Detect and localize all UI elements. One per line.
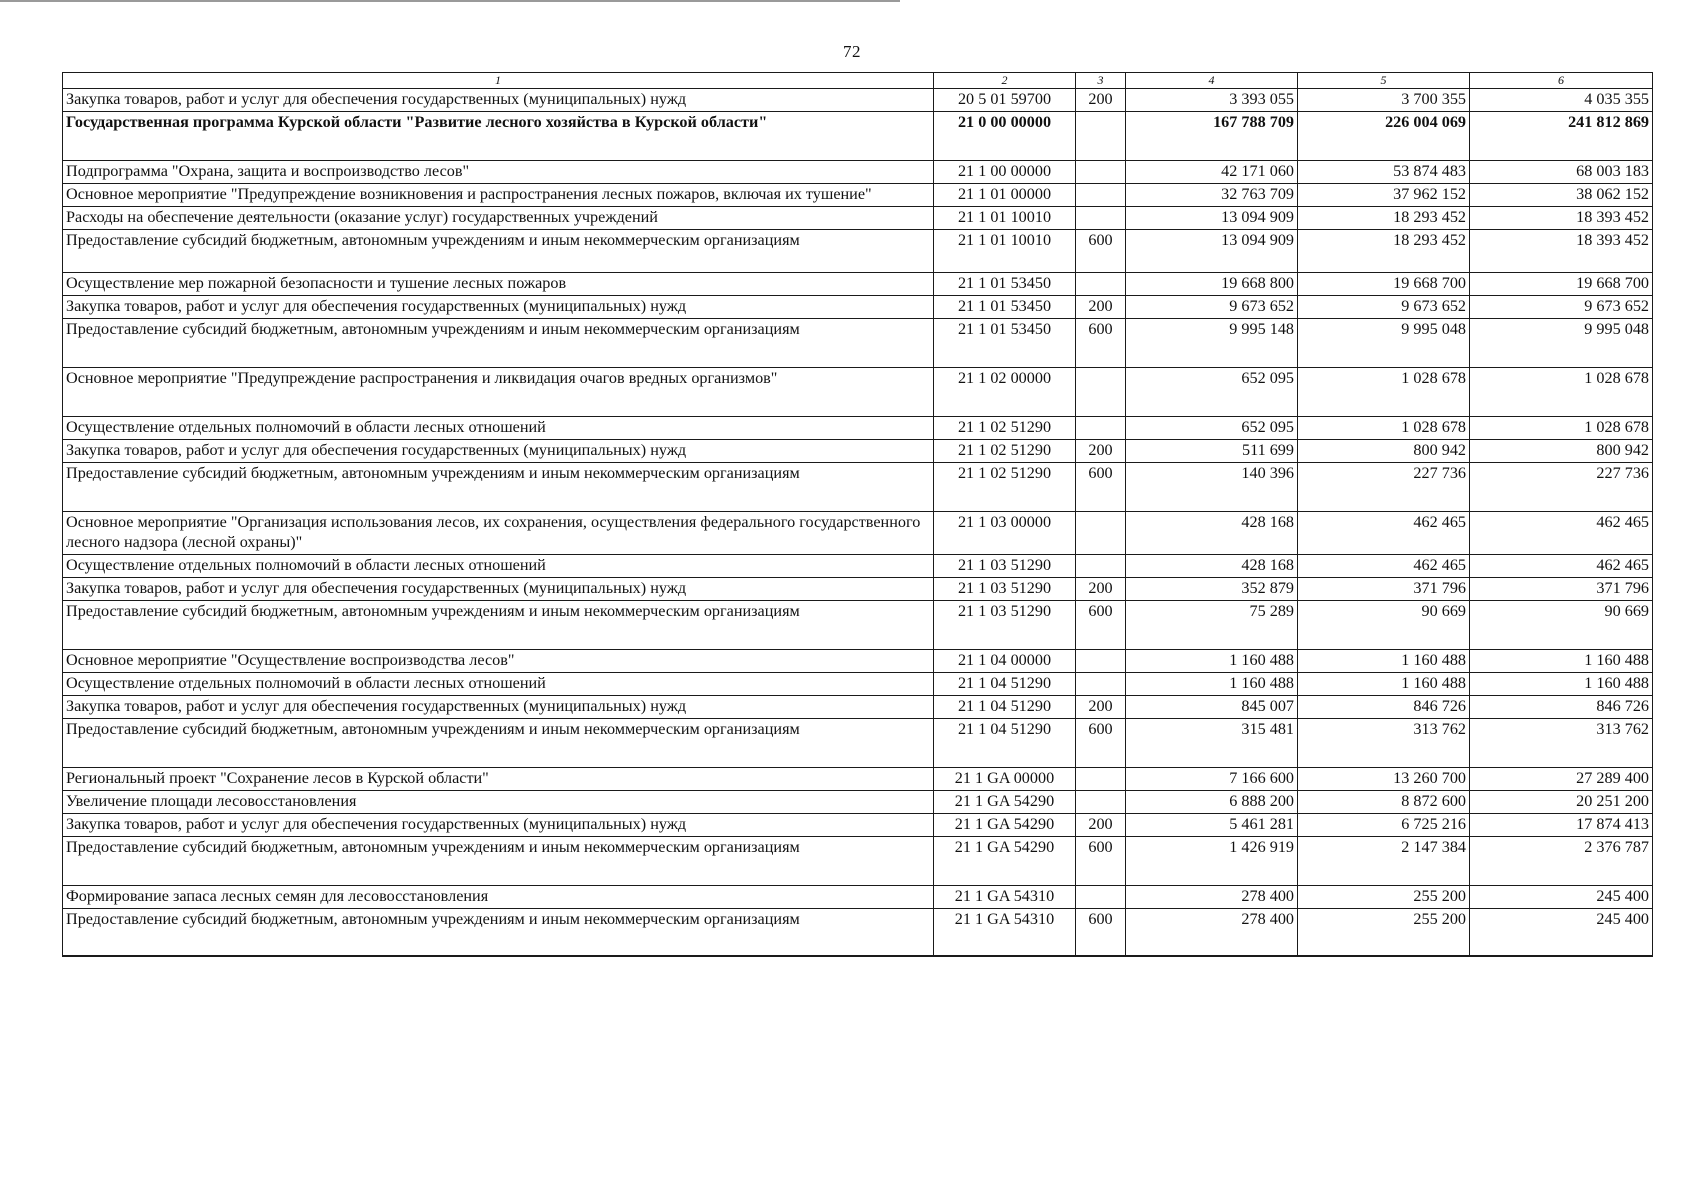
row-value-4: 428 168 bbox=[1126, 554, 1298, 577]
row-expense-type bbox=[1076, 184, 1126, 207]
row-code: 21 1 GA 00000 bbox=[934, 767, 1076, 790]
row-code: 21 1 02 51290 bbox=[934, 463, 1076, 512]
row-expense-type bbox=[1076, 112, 1126, 161]
row-code: 21 1 04 00000 bbox=[934, 649, 1076, 672]
row-name: Закупка товаров, работ и услуг для обеспечения государственных (муниципальных) нужд bbox=[63, 695, 934, 718]
row-value-4: 278 400 bbox=[1126, 908, 1298, 956]
row-name: Осуществление мер пожарной безопасности и тушение лесных пожаров bbox=[63, 273, 934, 296]
row-value-4: 1 160 488 bbox=[1126, 672, 1298, 695]
row-expense-type bbox=[1076, 417, 1126, 440]
row-code: 21 1 02 51290 bbox=[934, 440, 1076, 463]
row-value-6: 9 995 048 bbox=[1470, 319, 1653, 368]
row-value-5: 1 160 488 bbox=[1298, 672, 1470, 695]
row-expense-type: 200 bbox=[1076, 695, 1126, 718]
row-name: Расходы на обеспечение деятельности (оказание услуг) государственных учреждений bbox=[63, 207, 934, 230]
row-name: Основное мероприятие "Предупреждение возникновения и распространения лесных пожаров, включая их тушение" bbox=[63, 184, 934, 207]
row-name: Закупка товаров, работ и услуг для обеспечения государственных (муниципальных) нужд bbox=[63, 296, 934, 319]
row-value-4: 511 699 bbox=[1126, 440, 1298, 463]
row-value-6: 68 003 183 bbox=[1470, 161, 1653, 184]
row-value-6: 227 736 bbox=[1470, 463, 1653, 512]
row-value-6: 2 376 787 bbox=[1470, 836, 1653, 885]
row-value-5: 6 725 216 bbox=[1298, 813, 1470, 836]
row-value-4: 6 888 200 bbox=[1126, 790, 1298, 813]
row-code: 21 0 00 00000 bbox=[934, 112, 1076, 161]
row-value-4: 42 171 060 bbox=[1126, 161, 1298, 184]
row-value-6: 1 028 678 bbox=[1470, 368, 1653, 417]
row-code: 21 1 01 53450 bbox=[934, 296, 1076, 319]
row-expense-type bbox=[1076, 672, 1126, 695]
row-code: 21 1 03 51290 bbox=[934, 554, 1076, 577]
row-value-4: 140 396 bbox=[1126, 463, 1298, 512]
row-value-4: 7 166 600 bbox=[1126, 767, 1298, 790]
row-code: 21 1 02 51290 bbox=[934, 417, 1076, 440]
table-row bbox=[63, 319, 1653, 368]
row-value-5: 90 669 bbox=[1298, 600, 1470, 649]
row-value-6: 1 160 488 bbox=[1470, 649, 1653, 672]
table-row bbox=[63, 885, 1653, 908]
table-row-program-total bbox=[63, 112, 1653, 161]
row-value-4: 5 461 281 bbox=[1126, 813, 1298, 836]
table-header-row bbox=[63, 73, 1653, 89]
table-row bbox=[63, 554, 1653, 577]
row-value-6: 90 669 bbox=[1470, 600, 1653, 649]
row-value-6: 846 726 bbox=[1470, 695, 1653, 718]
row-value-5: 226 004 069 bbox=[1298, 112, 1470, 161]
row-code: 21 1 GA 54310 bbox=[934, 908, 1076, 956]
row-expense-type: 200 bbox=[1076, 296, 1126, 319]
table-row bbox=[63, 273, 1653, 296]
row-code: 21 1 01 53450 bbox=[934, 319, 1076, 368]
row-value-6: 4 035 355 bbox=[1470, 89, 1653, 112]
row-value-6: 18 393 452 bbox=[1470, 207, 1653, 230]
header-col-6: 6 bbox=[1470, 73, 1653, 89]
row-name: Подпрограмма "Охрана, защита и воспроизводство лесов" bbox=[63, 161, 934, 184]
row-name: Предоставление субсидий бюджетным, автономным учреждениям и иным некоммерческим организациям bbox=[63, 718, 934, 767]
row-name: Осуществление отдельных полномочий в области лесных отношений bbox=[63, 554, 934, 577]
row-name: Осуществление отдельных полномочий в области лесных отношений bbox=[63, 417, 934, 440]
row-value-6: 19 668 700 bbox=[1470, 273, 1653, 296]
row-value-6: 20 251 200 bbox=[1470, 790, 1653, 813]
row-name: Региональный проект "Сохранение лесов в Курской области" bbox=[63, 767, 934, 790]
row-expense-type: 600 bbox=[1076, 230, 1126, 273]
table-row bbox=[63, 463, 1653, 512]
row-name: Предоставление субсидий бюджетным, автономным учреждениям и иным некоммерческим организациям bbox=[63, 230, 934, 273]
row-value-6: 38 062 152 bbox=[1470, 184, 1653, 207]
table-row bbox=[63, 440, 1653, 463]
table-row bbox=[63, 767, 1653, 790]
table-row bbox=[63, 649, 1653, 672]
row-value-5: 313 762 bbox=[1298, 718, 1470, 767]
table-row bbox=[63, 417, 1653, 440]
row-code: 21 1 04 51290 bbox=[934, 695, 1076, 718]
row-code: 21 1 GA 54290 bbox=[934, 813, 1076, 836]
row-code: 21 1 02 00000 bbox=[934, 368, 1076, 417]
row-value-5: 3 700 355 bbox=[1298, 89, 1470, 112]
row-name: Формирование запаса лесных семян для лесовосстановления bbox=[63, 885, 934, 908]
row-name: Основное мероприятие "Организация использования лесов, их сохранения, осуществления федерального государственного лесного надзора (лесной охраны)" bbox=[63, 512, 934, 555]
row-value-4: 1 426 919 bbox=[1126, 836, 1298, 885]
page-number: 72 bbox=[843, 42, 861, 61]
row-name: Основное мероприятие "Предупреждение распространения и ликвидация очагов вредных организмов" bbox=[63, 368, 934, 417]
budget-table bbox=[62, 72, 1653, 957]
table-row bbox=[63, 600, 1653, 649]
header-col-3: 3 bbox=[1076, 73, 1126, 89]
row-code: 21 1 03 51290 bbox=[934, 600, 1076, 649]
row-value-4: 652 095 bbox=[1126, 368, 1298, 417]
row-name: Предоставление субсидий бюджетным, автономным учреждениям и иным некоммерческим организациям bbox=[63, 319, 934, 368]
row-code: 21 1 04 51290 bbox=[934, 672, 1076, 695]
row-value-4: 1 160 488 bbox=[1126, 649, 1298, 672]
table-row bbox=[63, 577, 1653, 600]
row-name: Предоставление субсидий бюджетным, автономным учреждениям и иным некоммерческим организациям bbox=[63, 600, 934, 649]
table-row bbox=[63, 836, 1653, 885]
row-code: 21 1 01 00000 bbox=[934, 184, 1076, 207]
row-name: Увеличение площади лесовосстановления bbox=[63, 790, 934, 813]
table-row bbox=[63, 672, 1653, 695]
row-expense-type bbox=[1076, 368, 1126, 417]
table-row bbox=[63, 207, 1653, 230]
table-row bbox=[63, 161, 1653, 184]
row-code: 21 1 01 53450 bbox=[934, 273, 1076, 296]
row-name: Закупка товаров, работ и услуг для обеспечения государственных (муниципальных) нужд bbox=[63, 577, 934, 600]
row-code: 20 5 01 59700 bbox=[934, 89, 1076, 112]
row-name: Закупка товаров, работ и услуг для обеспечения государственных (муниципальных) нужд bbox=[63, 89, 934, 112]
row-name: Закупка товаров, работ и услуг для обеспечения государственных (муниципальных) нужд bbox=[63, 813, 934, 836]
row-value-4: 428 168 bbox=[1126, 512, 1298, 555]
row-code: 21 1 03 51290 bbox=[934, 577, 1076, 600]
row-expense-type bbox=[1076, 161, 1126, 184]
row-value-5: 19 668 700 bbox=[1298, 273, 1470, 296]
row-expense-type: 600 bbox=[1076, 463, 1126, 512]
header-col-1: 1 bbox=[63, 73, 934, 89]
row-expense-type bbox=[1076, 207, 1126, 230]
row-name: Основное мероприятие "Осуществление воспроизводства лесов" bbox=[63, 649, 934, 672]
table-row bbox=[63, 790, 1653, 813]
row-value-4: 315 481 bbox=[1126, 718, 1298, 767]
row-value-5: 2 147 384 bbox=[1298, 836, 1470, 885]
row-expense-type: 200 bbox=[1076, 577, 1126, 600]
header-col-5: 5 bbox=[1298, 73, 1470, 89]
table-row bbox=[63, 184, 1653, 207]
row-value-6: 462 465 bbox=[1470, 554, 1653, 577]
row-value-5: 37 962 152 bbox=[1298, 184, 1470, 207]
row-value-6: 462 465 bbox=[1470, 512, 1653, 555]
row-value-5: 13 260 700 bbox=[1298, 767, 1470, 790]
row-code: 21 1 00 00000 bbox=[934, 161, 1076, 184]
row-value-5: 53 874 483 bbox=[1298, 161, 1470, 184]
row-value-5: 9 673 652 bbox=[1298, 296, 1470, 319]
row-value-6: 371 796 bbox=[1470, 577, 1653, 600]
row-expense-type bbox=[1076, 273, 1126, 296]
row-value-6: 1 028 678 bbox=[1470, 417, 1653, 440]
row-value-5: 800 942 bbox=[1298, 440, 1470, 463]
row-value-5: 462 465 bbox=[1298, 512, 1470, 555]
row-name: Предоставление субсидий бюджетным, автономным учреждениям и иным некоммерческим организациям bbox=[63, 463, 934, 512]
row-expense-type bbox=[1076, 767, 1126, 790]
row-value-5: 255 200 bbox=[1298, 885, 1470, 908]
row-code: 21 1 GA 54290 bbox=[934, 836, 1076, 885]
table-row bbox=[63, 296, 1653, 319]
row-value-5: 8 872 600 bbox=[1298, 790, 1470, 813]
row-code: 21 1 GA 54310 bbox=[934, 885, 1076, 908]
row-value-5: 1 028 678 bbox=[1298, 417, 1470, 440]
row-expense-type: 600 bbox=[1076, 718, 1126, 767]
table-row bbox=[63, 908, 1653, 956]
table-row bbox=[63, 368, 1653, 417]
row-value-5: 1 028 678 bbox=[1298, 368, 1470, 417]
row-expense-type bbox=[1076, 512, 1126, 555]
row-value-6: 245 400 bbox=[1470, 885, 1653, 908]
row-value-4: 75 289 bbox=[1126, 600, 1298, 649]
row-value-4: 9 995 148 bbox=[1126, 319, 1298, 368]
row-expense-type bbox=[1076, 649, 1126, 672]
row-code: 21 1 GA 54290 bbox=[934, 790, 1076, 813]
row-expense-type: 600 bbox=[1076, 908, 1126, 956]
row-value-4: 167 788 709 bbox=[1126, 112, 1298, 161]
row-code: 21 1 01 10010 bbox=[934, 230, 1076, 273]
table-body bbox=[63, 89, 1653, 956]
row-value-6: 17 874 413 bbox=[1470, 813, 1653, 836]
row-value-4: 652 095 bbox=[1126, 417, 1298, 440]
row-code: 21 1 04 51290 bbox=[934, 718, 1076, 767]
row-expense-type: 200 bbox=[1076, 89, 1126, 112]
row-expense-type bbox=[1076, 790, 1126, 813]
row-value-4: 352 879 bbox=[1126, 577, 1298, 600]
row-value-5: 462 465 bbox=[1298, 554, 1470, 577]
row-value-6: 241 812 869 bbox=[1470, 112, 1653, 161]
row-value-5: 9 995 048 bbox=[1298, 319, 1470, 368]
table-row bbox=[63, 718, 1653, 767]
row-value-5: 1 160 488 bbox=[1298, 649, 1470, 672]
row-value-4: 19 668 800 bbox=[1126, 273, 1298, 296]
row-value-4: 845 007 bbox=[1126, 695, 1298, 718]
row-value-6: 18 393 452 bbox=[1470, 230, 1653, 273]
header-col-4: 4 bbox=[1126, 73, 1298, 89]
table-row bbox=[63, 89, 1653, 112]
row-expense-type: 200 bbox=[1076, 440, 1126, 463]
row-value-5: 846 726 bbox=[1298, 695, 1470, 718]
row-expense-type: 200 bbox=[1076, 813, 1126, 836]
row-value-4: 9 673 652 bbox=[1126, 296, 1298, 319]
row-code: 21 1 03 00000 bbox=[934, 512, 1076, 555]
row-value-5: 255 200 bbox=[1298, 908, 1470, 956]
row-value-5: 371 796 bbox=[1298, 577, 1470, 600]
row-value-4: 13 094 909 bbox=[1126, 230, 1298, 273]
table-row bbox=[63, 512, 1653, 555]
row-name: Государственная программа Курской области "Развитие лесного хозяйства в Курской области" bbox=[63, 112, 934, 161]
row-value-6: 27 289 400 bbox=[1470, 767, 1653, 790]
row-expense-type: 600 bbox=[1076, 836, 1126, 885]
row-value-6: 245 400 bbox=[1470, 908, 1653, 956]
row-value-6: 800 942 bbox=[1470, 440, 1653, 463]
table-row bbox=[63, 695, 1653, 718]
row-value-4: 278 400 bbox=[1126, 885, 1298, 908]
table-row bbox=[63, 813, 1653, 836]
row-value-4: 13 094 909 bbox=[1126, 207, 1298, 230]
row-expense-type bbox=[1076, 885, 1126, 908]
scan-edge-line bbox=[0, 0, 900, 2]
row-value-6: 9 673 652 bbox=[1470, 296, 1653, 319]
header-col-2: 2 bbox=[934, 73, 1076, 89]
row-value-4: 3 393 055 bbox=[1126, 89, 1298, 112]
row-name: Предоставление субсидий бюджетным, автономным учреждениям и иным некоммерческим организациям bbox=[63, 908, 934, 956]
row-value-5: 18 293 452 bbox=[1298, 207, 1470, 230]
row-value-5: 227 736 bbox=[1298, 463, 1470, 512]
table-row bbox=[63, 230, 1653, 273]
row-name: Осуществление отдельных полномочий в области лесных отношений bbox=[63, 672, 934, 695]
row-value-4: 32 763 709 bbox=[1126, 184, 1298, 207]
row-expense-type: 600 bbox=[1076, 600, 1126, 649]
row-name: Закупка товаров, работ и услуг для обеспечения государственных (муниципальных) нужд bbox=[63, 440, 934, 463]
row-value-5: 18 293 452 bbox=[1298, 230, 1470, 273]
row-value-6: 1 160 488 bbox=[1470, 672, 1653, 695]
row-expense-type bbox=[1076, 554, 1126, 577]
row-name: Предоставление субсидий бюджетным, автономным учреждениям и иным некоммерческим организациям bbox=[63, 836, 934, 885]
row-code: 21 1 01 10010 bbox=[934, 207, 1076, 230]
row-value-6: 313 762 bbox=[1470, 718, 1653, 767]
row-expense-type: 600 bbox=[1076, 319, 1126, 368]
